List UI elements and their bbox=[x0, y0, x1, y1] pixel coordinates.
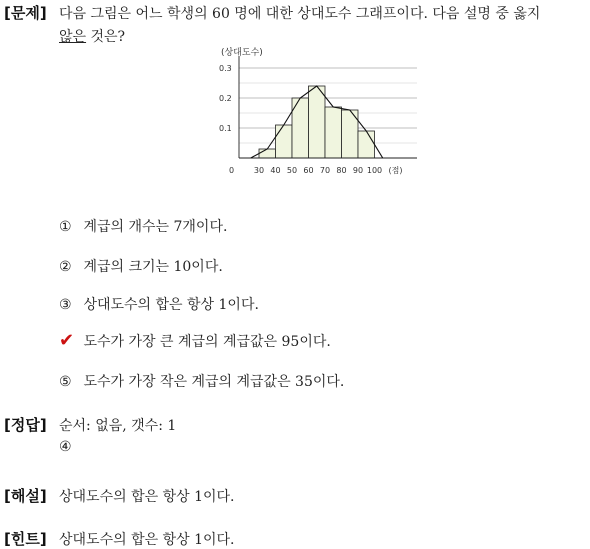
option-3-text: 상대도수의 합은 항상 1이다. bbox=[83, 297, 259, 313]
x-tick-label: 90 bbox=[352, 166, 364, 175]
x-unit-label: (점) bbox=[388, 166, 403, 175]
question-line-2 bbox=[59, 26, 125, 46]
x-tick-label: 40 bbox=[270, 166, 281, 175]
question-tag: [문제] bbox=[4, 4, 47, 22]
y-tick-label: 0.2 bbox=[219, 94, 232, 103]
checkmark-icon: ✔ bbox=[59, 330, 75, 351]
option-5-text: 도수가 가장 작은 계급의 계급값은 35이다. bbox=[83, 374, 345, 390]
hint-tag: [힌트] bbox=[4, 530, 47, 548]
option-5[interactable] bbox=[59, 371, 344, 391]
option-4-text: 도수가 가장 큰 계급의 계급값은 95이다. bbox=[83, 334, 331, 350]
histogram-bar bbox=[276, 125, 293, 158]
option-2-text: 계급의 크기는 10이다. bbox=[83, 259, 223, 275]
option-1[interactable] bbox=[59, 216, 227, 236]
answer-line-1: 순서: 없음, 갯수: 1 bbox=[59, 418, 177, 434]
option-1-number: ① bbox=[59, 219, 72, 235]
explanation-text: 상대도수의 합은 항상 1이다. bbox=[59, 489, 235, 505]
option-5-number: ⑤ bbox=[59, 374, 72, 390]
option-4[interactable] bbox=[59, 330, 331, 351]
y-axis-label: (상대도수) bbox=[221, 48, 263, 58]
origin-label: 0 bbox=[229, 166, 235, 175]
question-line-2-rest: 것은? bbox=[86, 29, 126, 45]
answer-tag: [정답] bbox=[4, 416, 47, 434]
x-tick-label: 70 bbox=[319, 166, 331, 175]
option-3[interactable] bbox=[59, 294, 259, 314]
explanation-tag: [해설] bbox=[4, 487, 47, 505]
x-tick-label: 50 bbox=[286, 166, 298, 175]
histogram-bar bbox=[259, 149, 276, 158]
option-1-text: 계급의 개수는 7개이다. bbox=[83, 219, 228, 235]
hint-text: 상대도수의 합은 항상 1이다. bbox=[59, 532, 235, 548]
x-tick-label: 30 bbox=[253, 166, 265, 175]
relative-frequency-chart bbox=[215, 45, 445, 180]
option-3-number: ③ bbox=[59, 297, 72, 313]
question-emphasis: 않은 bbox=[59, 29, 87, 45]
histogram-bar bbox=[309, 86, 326, 158]
option-2-number: ② bbox=[59, 259, 72, 275]
x-tick-label: 60 bbox=[303, 166, 314, 175]
answer-line-2: ④ bbox=[59, 439, 72, 455]
y-tick-label: 0.3 bbox=[219, 64, 232, 73]
histogram-bar bbox=[358, 131, 375, 158]
question-line-1: 다음 그림은 어느 학생의 60 명에 대한 상대도수 그래프이다. 다음 설명 중 옳지 bbox=[59, 6, 541, 22]
y-tick-label: 0.1 bbox=[219, 124, 232, 133]
x-tick-label: 80 bbox=[336, 166, 347, 175]
x-tick-label: 100 bbox=[366, 166, 383, 175]
histogram-bar bbox=[325, 107, 342, 158]
option-2[interactable] bbox=[59, 256, 223, 276]
